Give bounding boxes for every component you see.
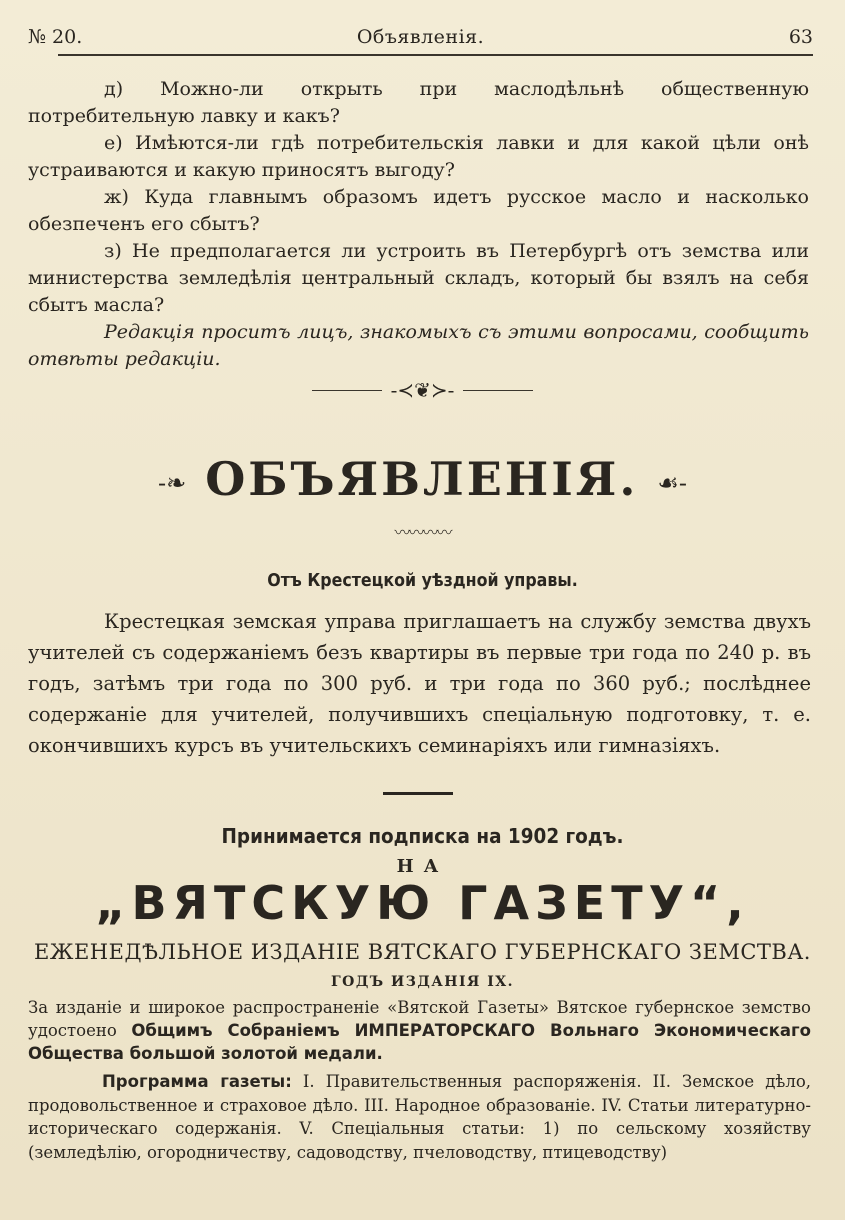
announcement-body bbox=[28, 606, 811, 761]
announcement-heading: Отъ Крестецкой уѣздной управы. bbox=[267, 570, 578, 591]
page-number: 63 bbox=[788, 26, 813, 48]
divider-line-left bbox=[312, 390, 382, 391]
award-bold-text: Общимъ Собраніемъ ИМПЕРАТОРСКАГО Вольнаго Экономическаго Общества большой золотой медали. bbox=[28, 1021, 811, 1063]
section-title bbox=[0, 452, 845, 506]
question-z: з) Не предполагается ли устроить въ Петербургѣ отъ земства или министерства земледѣлія центральный складъ, который бы взялъ на себя сбытъ масла? bbox=[28, 240, 809, 316]
program-label: Программа газеты: bbox=[102, 1072, 292, 1091]
newspaper-subtitle: ЕЖЕНЕДѢЛЬНОЕ ИЗДАНІЕ ВЯТСКАГО ГУБЕРНСКАГО ЗЕМСТВА. bbox=[34, 940, 811, 964]
ornamental-divider bbox=[0, 378, 845, 402]
editorial-note: Редакція проситъ лицъ, знакомыхъ съ этими вопросами, сообщить отвѣты редакціи. bbox=[28, 321, 809, 370]
divider-line-right bbox=[463, 390, 533, 391]
issue-number: № 20. bbox=[28, 26, 83, 48]
left-flourish: -❧ bbox=[158, 469, 187, 497]
running-title: Объявленія. bbox=[356, 26, 485, 48]
subscription-na: НА bbox=[396, 856, 449, 877]
program-paragraph bbox=[28, 1070, 811, 1164]
question-zh: ж) Куда главнымъ образомъ идетъ русское масло и насколько обезпеченъ его сбытъ? bbox=[28, 186, 809, 235]
divider-ornament: -≺❦≻- bbox=[390, 378, 455, 402]
page-header bbox=[28, 26, 813, 52]
award-text: За изданіе и широкое распространеніе «Вятской Газеты» Вятское губернское земство удостоено bbox=[28, 998, 811, 1040]
announcement-text: Крестецкая земская управа приглашаетъ на службу земства двухъ учителей съ содержаніемъ безъ квартиры въ первые три года по 240 р. въ годъ, затѣмъ три года по 300 руб. и три года по 360 руб.; послѣднее содержаніе для учителей, получившихъ спеціальную подготовку, т. е. окончившихъ курсъ въ учительскихъ семинаріяхъ или гимназіяхъ. bbox=[28, 610, 811, 757]
newspaper-name: „ВЯТСКУЮ ГАЗЕТУ“, bbox=[95, 876, 750, 930]
subscription-intro: Принимается подписка на 1902 годъ. bbox=[221, 824, 624, 848]
publication-year: ГОДЪ ИЗДАНІЯ IX. bbox=[330, 974, 515, 990]
question-e: е) Имѣются-ли гдѣ потребительскія лавки и для какой цѣли онѣ устраиваются и какую приносятъ выгоду? bbox=[28, 132, 809, 181]
award-paragraph bbox=[28, 996, 811, 1065]
question-d: д) Можно-ли открыть при маслодѣльнѣ общественную потребительную лавку и какъ? bbox=[28, 78, 809, 127]
short-rule bbox=[383, 792, 453, 795]
questions-block bbox=[28, 76, 809, 373]
program-text: I. Правительственныя распоряженія. II. Земское дѣло, продовольственное и страховое дѣло. III. Народное образованіе. IV. Статьи литературно-историческаго содержанія. V. Спеціальныя статьи: 1) по сельскому хозяйству (земледѣлію, огородничеству, садоводству, пчеловодству, птицеводству) bbox=[28, 1072, 811, 1162]
right-flourish: ☙- bbox=[657, 469, 687, 497]
section-title-text: ОБЪЯВЛЕНІЯ. bbox=[205, 452, 639, 506]
header-rule bbox=[58, 54, 813, 56]
wave-ornament: 〰〰〰〰 bbox=[394, 523, 451, 542]
